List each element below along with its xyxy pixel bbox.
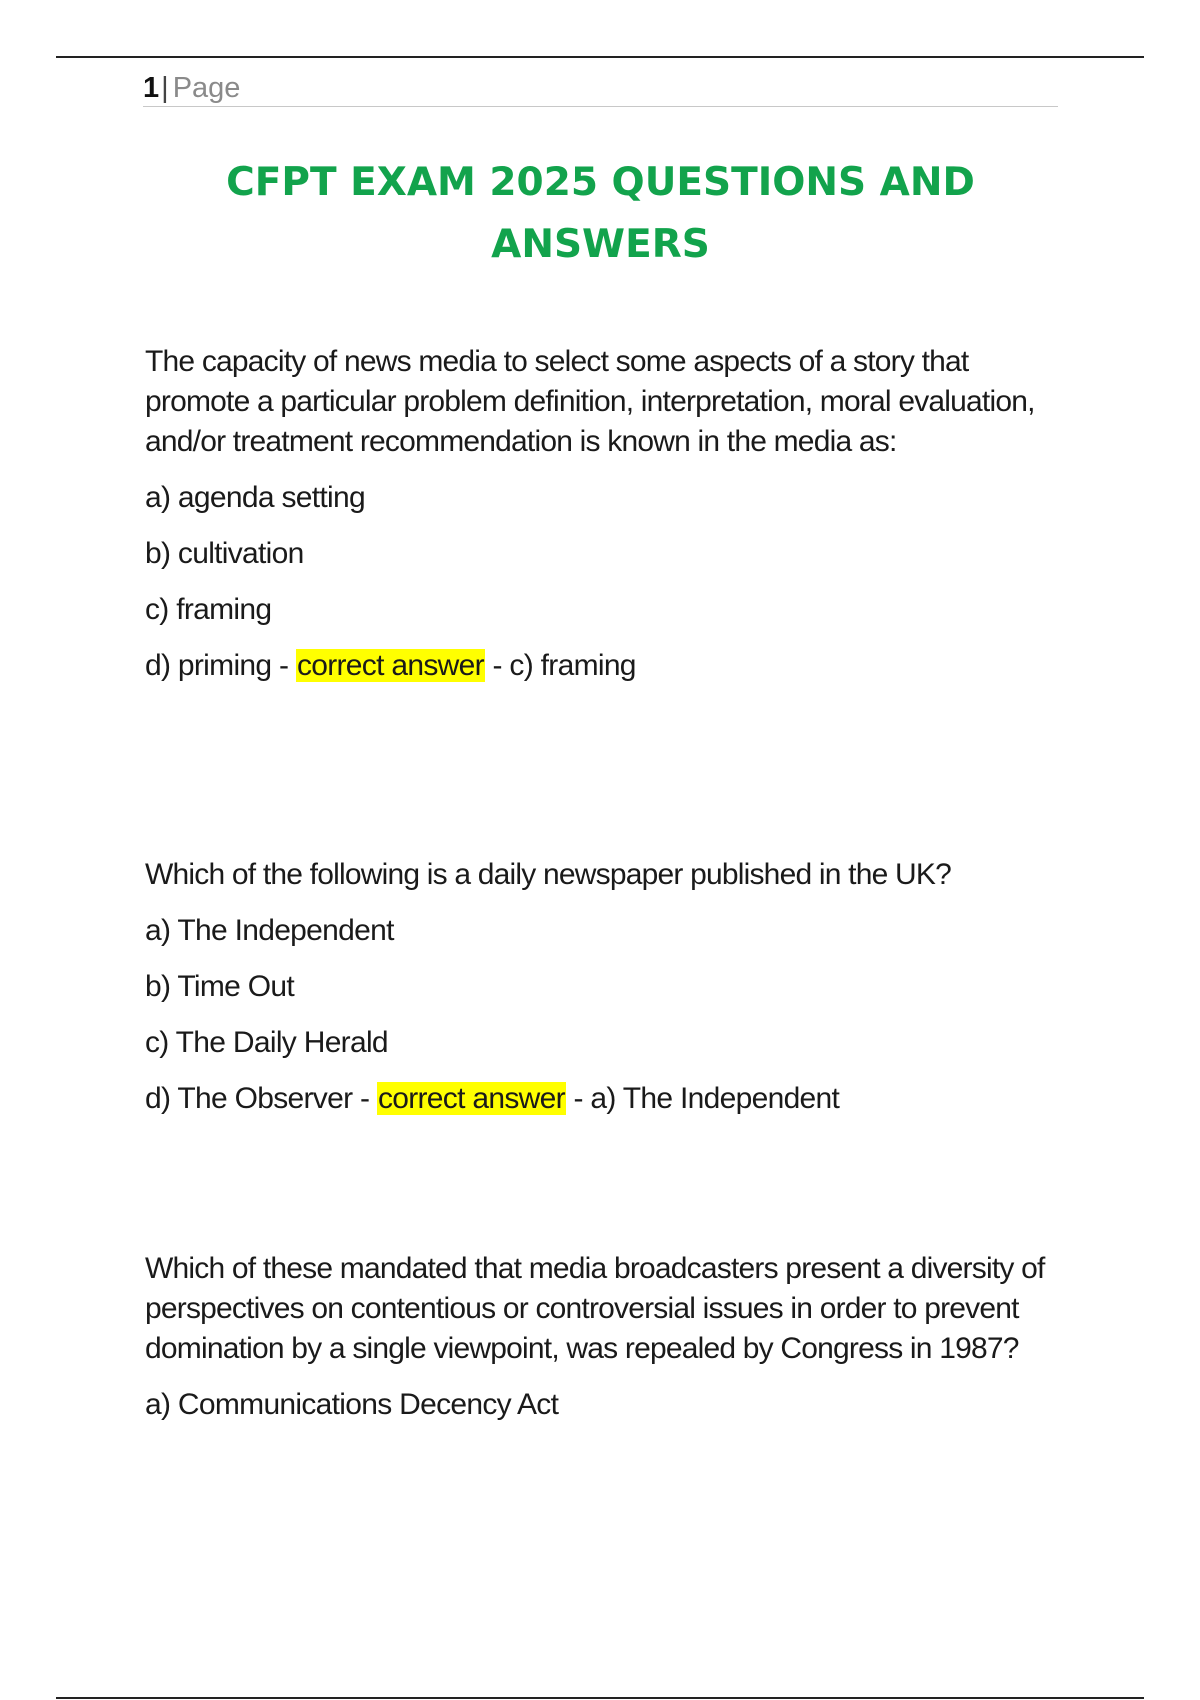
answer-text: - a) The Independent [565,1082,840,1115]
answer-text: - c) framing [484,649,636,682]
question-text: Which of the following is a daily newspaper published in the UK? [145,858,951,891]
option-item-with-answer [145,646,1045,686]
option-list [145,1385,1045,1425]
page-separator: | [161,72,169,104]
bottom-rule [56,1697,1144,1699]
option-item: a) agenda setting [145,481,365,514]
page-label: Page [172,72,241,104]
option-text: d) The Observer - [145,1082,377,1115]
option-item: b) Time Out [145,970,295,1003]
correct-answer-highlight: correct answer [296,649,484,682]
option-list [145,478,1045,686]
question-text: The capacity of news media to select some aspects of a story that promote a particular problem definition, interpretation, moral evaluation, and/or treatment recommendation is known in the media as: [145,345,1035,458]
question-block [145,855,1045,1119]
correct-answer-highlight: correct answer [377,1082,565,1115]
option-list [145,911,1045,1119]
option-item: b) cultivation [145,537,304,570]
question-block [145,1249,1045,1425]
option-item: a) The Independent [145,914,394,947]
page-header [143,70,1058,107]
option-item-with-answer [145,1079,1045,1119]
option-item: a) Communications Decency Act [145,1388,559,1421]
option-text: d) priming - [145,649,296,682]
top-rule [56,56,1144,58]
question-text: Which of these mandated that media broadcasters present a diversity of perspectives on contentious or controversial issues in order to prevent domination by a single viewpoint, was repealed by Congress in 1987? [145,1252,1045,1365]
page-number: 1 [143,72,160,104]
option-item: c) The Daily Herald [145,1026,388,1059]
document-title: CFPT EXAM 2025 QUESTIONS AND ANSWERS [226,160,975,267]
option-item: c) framing [145,593,272,626]
question-block [145,342,1045,686]
